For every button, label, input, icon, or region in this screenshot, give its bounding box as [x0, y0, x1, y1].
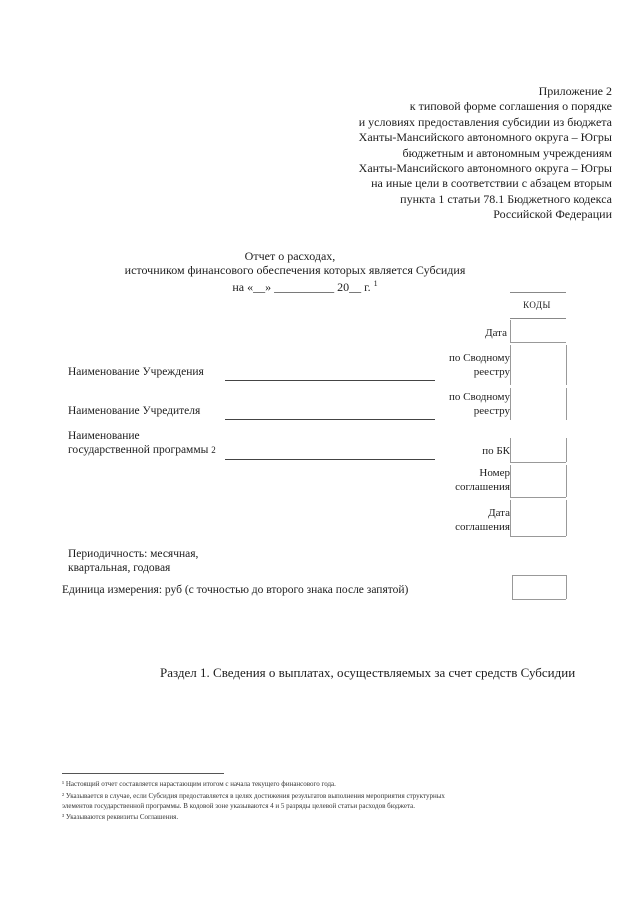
registry1-label-line2: реестру — [473, 366, 510, 378]
registry1-label-line1: по Сводному — [448, 352, 510, 364]
code-cell-border — [510, 462, 566, 463]
code-cell-border — [510, 465, 511, 497]
registry2-label-line1: по Сводному — [448, 391, 510, 403]
code-cell-border — [512, 575, 513, 599]
report-title-line1: Отчет о расходах, — [244, 249, 336, 263]
code-cell-border — [510, 438, 511, 462]
footnote-marker: 1 — [373, 279, 378, 288]
code-cell-border — [510, 500, 511, 536]
program-field[interactable] — [225, 459, 435, 460]
registry2-label — [449, 390, 510, 418]
footnote-2-line2: элементов государственной программы. В кодовой зоне указываются 4 и 5 разряды целевой статьи расходов бюджета. — [62, 802, 416, 810]
institution-field[interactable] — [225, 380, 435, 381]
appendix-header — [359, 84, 612, 223]
agreement-date-label — [455, 506, 510, 534]
codes-top-border — [510, 292, 566, 293]
periodicity-label — [68, 548, 198, 575]
founder-label: Наименование Учредителя — [68, 405, 201, 417]
footnote-1: ¹ Настоящий отчет составляется нарастающим итогом с начала текущего финансового года. — [62, 780, 336, 788]
institution-label: Наименование Учреждения — [68, 366, 204, 378]
footnote-separator — [62, 773, 224, 774]
appendix-line: и условиях предоставления субсидии из бюджета — [358, 114, 612, 129]
unit-label: Единица измерения: руб (с точностью до второго знака после запятой) — [62, 584, 409, 596]
footnote-3: ³ Указываются реквизиты Соглашения. — [62, 813, 179, 821]
registry2-label-line2: реестру — [473, 405, 510, 417]
registry1-label — [449, 351, 510, 379]
agreement-date-line1: Дата — [488, 507, 510, 519]
code-cell-border — [510, 342, 566, 343]
code-cell-border — [510, 497, 566, 498]
code-cell-border — [510, 320, 511, 342]
code-cell-border — [510, 345, 511, 385]
report-date-line: на «__» __________ 20__ г. — [232, 280, 371, 294]
program-label-line1: Наименование — [68, 430, 140, 442]
appendix-line: к типовой форме соглашения о порядке — [409, 99, 612, 114]
appendix-line: Ханты-Мансийского автономного округа – Югры — [358, 161, 612, 176]
code-cell-border — [510, 536, 566, 537]
appendix-line: Ханты-Мансийского автономного округа – Югры — [358, 130, 612, 145]
program-label-line2: государственной программы 2 — [68, 443, 216, 456]
agreement-date-line2: соглашения — [455, 521, 510, 533]
founder-field[interactable] — [225, 419, 435, 420]
code-cell-border — [566, 575, 567, 599]
agreement-number-line2: соглашения — [455, 481, 510, 493]
codes-header: КОДЫ — [523, 300, 551, 310]
code-cell-border — [510, 388, 511, 420]
codes-header-border — [510, 318, 566, 319]
agreement-number-label — [455, 466, 510, 494]
code-cell-border — [566, 465, 567, 497]
report-title-line2: источником финансового обеспечения которых является Субсидия — [124, 262, 466, 277]
periodicity-line1: Периодичность: месячная, — [68, 548, 199, 560]
appendix-line: пункта 1 статьи 78.1 Бюджетного кодекса — [400, 191, 612, 206]
report-title — [0, 250, 640, 295]
program-label — [68, 430, 216, 457]
periodicity-line2: квартальная, годовая — [68, 561, 171, 574]
appendix-line: бюджетным и автономным учреждениям — [402, 145, 612, 160]
bk-label: по БК — [482, 445, 510, 457]
code-cell-border — [512, 575, 566, 576]
footnote-2-line1: ² Указывается в случае, если Субсидия предоставляется в целях достижения результатов выполнения мероприятия структурных — [62, 792, 445, 800]
code-cell-border — [566, 345, 567, 385]
appendix-line: на иные цели в соответствии с абзацем вторым — [371, 176, 612, 191]
code-cell-border — [566, 388, 567, 420]
code-cell-border — [566, 500, 567, 536]
section-heading: Раздел 1. Сведения о выплатах, осуществляемых за счет средств Субсидии — [160, 665, 576, 680]
code-cell-border — [566, 438, 567, 462]
code-cell-border — [512, 599, 566, 600]
footnote-marker: 2 — [211, 444, 216, 455]
agreement-number-line1: Номер — [479, 467, 510, 479]
appendix-line: Приложение 2 — [538, 84, 612, 98]
date-label: Дата — [485, 327, 507, 339]
appendix-line: Российской Федерации — [493, 207, 612, 222]
